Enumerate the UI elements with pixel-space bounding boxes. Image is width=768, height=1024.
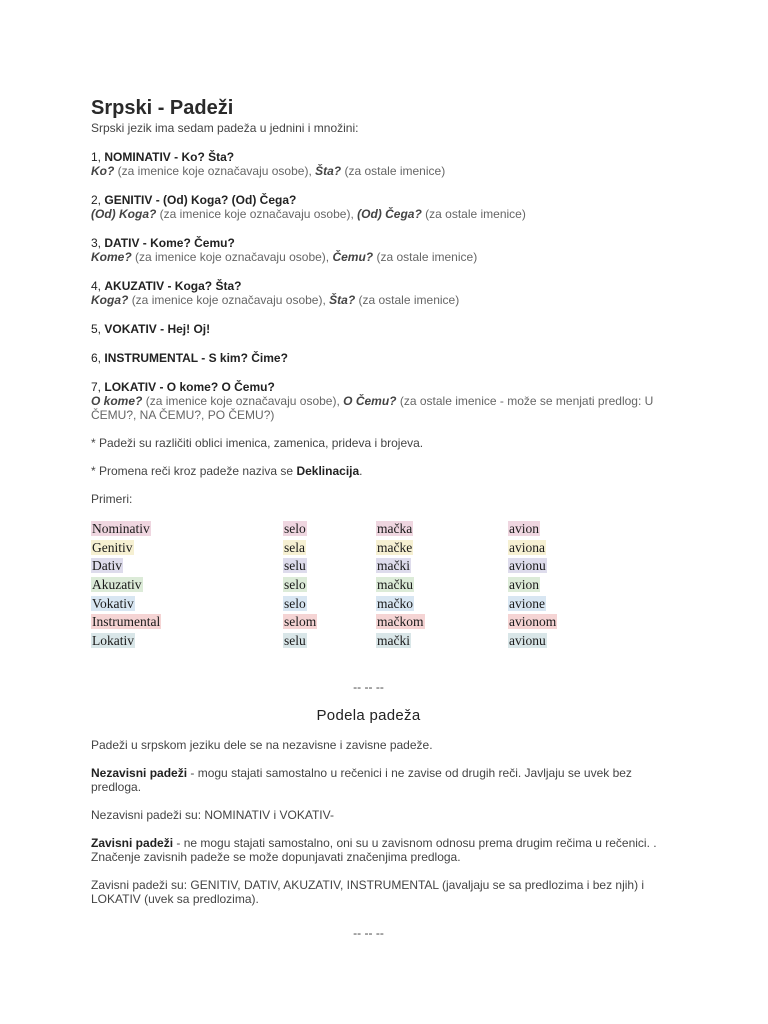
case-questions <box>91 394 691 422</box>
case-question-thing-note: (za ostale imenice) <box>358 293 460 307</box>
example-word: avion <box>509 521 539 537</box>
case-item <box>91 279 691 307</box>
case-questions <box>91 207 691 221</box>
case-number: 3, <box>91 236 102 250</box>
paragraph-independent <box>91 766 681 794</box>
example-word-cell <box>508 539 628 558</box>
case-name: GENITIV - (Od) Koga? (Od) Čega? <box>104 193 297 207</box>
paragraph-division: Padeži u srpskom jeziku dele se na nezavisne i zavisne padeže. <box>91 738 433 753</box>
note-forms: * Padeži su različiti oblici imenica, zamenica, prideva i brojeva. <box>91 436 424 450</box>
document-page <box>91 96 691 940</box>
example-row <box>91 539 628 558</box>
case-question-person: Kome? <box>91 250 132 264</box>
example-word: avionu <box>509 558 546 574</box>
independent-term: Nezavisni padeži <box>91 766 188 781</box>
intro-text: Srpski jezik ima sedam padeža u jednini i množini: <box>91 121 359 135</box>
example-word: mački <box>377 632 410 648</box>
case-heading <box>91 150 691 164</box>
example-word-cell <box>376 520 508 539</box>
example-word: avionom <box>509 614 557 630</box>
note-declension-end: . <box>359 464 363 478</box>
example-word-cell <box>283 613 376 632</box>
case-item <box>91 322 691 336</box>
example-word-cell <box>508 520 628 539</box>
example-word: mačko <box>377 595 413 611</box>
example-word-cell <box>376 539 508 558</box>
example-case-name: Vokativ <box>92 595 134 611</box>
example-case-cell <box>91 613 283 632</box>
case-question-person-note: (za imenice koje označavaju osobe), <box>135 250 330 264</box>
example-row <box>91 632 628 651</box>
example-case-name: Lokativ <box>92 632 134 648</box>
case-question-thing-note: (za ostale imenice) <box>425 207 526 221</box>
case-number: 6, <box>91 351 102 365</box>
case-question-person: Ko? <box>91 164 115 178</box>
paragraph-independent-list: Nezavisni padeži su: NOMINATIV i VOKATIV- <box>91 808 334 823</box>
case-question-person: Koga? <box>91 293 129 307</box>
example-word: sela <box>284 539 305 555</box>
case-questions <box>91 250 691 264</box>
case-heading <box>91 322 691 336</box>
note-declension <box>91 464 691 478</box>
example-word: avionu <box>509 632 546 648</box>
case-name: LOKATIV - O kome? O Čemu? <box>104 380 275 394</box>
case-number: 4, <box>91 279 102 293</box>
declension-term: Deklinacija <box>296 464 360 478</box>
example-word: mačke <box>377 539 413 555</box>
section-title: Podela padeža <box>316 707 421 725</box>
example-case-name: Genitiv <box>92 539 133 555</box>
case-question-person: (Od) Koga? <box>91 207 157 221</box>
case-question-person-note: (za imenice koje označavaju osobe), <box>117 164 312 178</box>
example-word-cell <box>508 632 628 651</box>
example-word-cell <box>283 557 376 576</box>
example-word-cell <box>283 594 376 613</box>
case-number: 2, <box>91 193 102 207</box>
case-number: 1, <box>91 150 102 164</box>
independent-text: - mogu stajati samostalno u rečenici i ne zavise od drugih reči. Javljaju se uvek bez predloga. <box>91 766 632 795</box>
case-name: DATIV - Kome? Čemu? <box>104 236 235 250</box>
example-row <box>91 520 628 539</box>
paragraph-dependent <box>91 836 681 864</box>
example-word: aviona <box>509 539 545 555</box>
example-word: selo <box>284 577 306 593</box>
case-item <box>91 236 691 264</box>
separator-bottom: -- -- -- <box>353 926 384 941</box>
example-case-cell <box>91 594 283 613</box>
case-heading <box>91 380 691 394</box>
example-word-cell <box>508 557 628 576</box>
case-question-thing: Šta? <box>315 164 342 178</box>
case-question-thing: Čemu? <box>332 250 374 264</box>
dependent-term: Zavisni padeži <box>91 836 174 851</box>
case-heading <box>91 279 691 293</box>
case-name: VOKATIV - Hej! Oj! <box>104 322 211 336</box>
examples-table <box>91 520 628 650</box>
example-word-cell <box>376 557 508 576</box>
example-word-cell <box>283 520 376 539</box>
case-question-thing: O Čemu? <box>343 394 397 408</box>
case-name: INSTRUMENTAL - S kim? Čime? <box>104 351 288 365</box>
case-question-person-note: (za imenice koje označavaju osobe), <box>145 394 340 408</box>
example-row <box>91 613 628 632</box>
case-heading <box>91 193 691 207</box>
example-case-cell <box>91 576 283 595</box>
case-number: 5, <box>91 322 102 336</box>
example-word: mački <box>377 558 410 574</box>
example-word: mačkom <box>377 614 424 630</box>
case-questions <box>91 293 691 307</box>
example-row <box>91 576 628 595</box>
paragraph-dependent-list: Zavisni padeži su: GENITIV, DATIV, AKUZATIV, INSTRUMENTAL (javaljaju se sa predlozima i bez njih) i LOKATIV (uvek sa predlozima). <box>91 878 645 907</box>
example-case-name: Dativ <box>92 558 122 574</box>
note-declension-text: * Promena reči kroz padeže naziva se <box>91 464 294 478</box>
page-title: Srpski - Padeži <box>91 97 234 119</box>
example-word-cell <box>508 594 628 613</box>
example-case-name: Nominativ <box>92 521 150 537</box>
example-word: avione <box>509 595 545 611</box>
example-word: selu <box>284 632 306 648</box>
case-question-thing: Šta? <box>329 293 356 307</box>
case-item <box>91 193 691 221</box>
case-question-person-note: (za imenice koje označavaju osobe), <box>159 207 354 221</box>
case-question-thing-note: (za ostale imenice - može se menjati predlog: U ČEMU?, NA ČEMU?, PO ČEMU?) <box>91 394 654 422</box>
example-word: avion <box>509 577 539 593</box>
example-case-cell <box>91 632 283 651</box>
example-word-cell <box>376 613 508 632</box>
separator: -- -- -- <box>353 680 384 695</box>
case-name: AKUZATIV - Koga? Šta? <box>104 279 242 293</box>
example-word-cell <box>508 613 628 632</box>
example-row <box>91 557 628 576</box>
example-word: selo <box>284 521 306 537</box>
case-item <box>91 150 691 178</box>
example-word-cell <box>283 632 376 651</box>
example-word-cell <box>376 576 508 595</box>
example-case-name: Akuzativ <box>92 577 142 593</box>
case-question-person-note: (za imenice koje označavaju osobe), <box>131 293 326 307</box>
example-case-cell <box>91 520 283 539</box>
dependent-text: - ne mogu stajati samostalno, oni su u zavisnom odnosu prema drugim rečima u rečenici. . Značenje zavisnih padeže se može dopunjavati značenjima predloga. <box>91 836 657 865</box>
example-word-cell <box>376 594 508 613</box>
example-word-cell <box>283 576 376 595</box>
case-item <box>91 351 691 365</box>
case-questions <box>91 164 691 178</box>
case-name: NOMINATIV - Ko? Šta? <box>104 150 235 164</box>
case-number: 7, <box>91 380 102 394</box>
example-row <box>91 594 628 613</box>
example-word: selu <box>284 558 306 574</box>
case-heading <box>91 236 691 250</box>
case-heading <box>91 351 691 365</box>
case-question-thing-note: (za ostale imenice) <box>344 164 446 178</box>
example-word: mačku <box>377 577 413 593</box>
example-word: mačka <box>377 521 413 537</box>
example-case-cell <box>91 557 283 576</box>
example-word-cell <box>508 576 628 595</box>
example-word-cell <box>283 539 376 558</box>
case-question-thing-note: (za ostale imenice) <box>376 250 478 264</box>
case-item <box>91 380 691 422</box>
example-case-name: Instrumental <box>92 614 161 630</box>
example-word-cell <box>376 632 508 651</box>
example-case-cell <box>91 539 283 558</box>
examples-label: Primeri: <box>91 492 133 506</box>
example-word: selo <box>284 595 306 611</box>
example-word: selom <box>284 614 317 630</box>
case-question-thing: (Od) Čega? <box>357 207 422 221</box>
case-question-person: O kome? <box>91 394 143 408</box>
case-list <box>91 150 691 422</box>
